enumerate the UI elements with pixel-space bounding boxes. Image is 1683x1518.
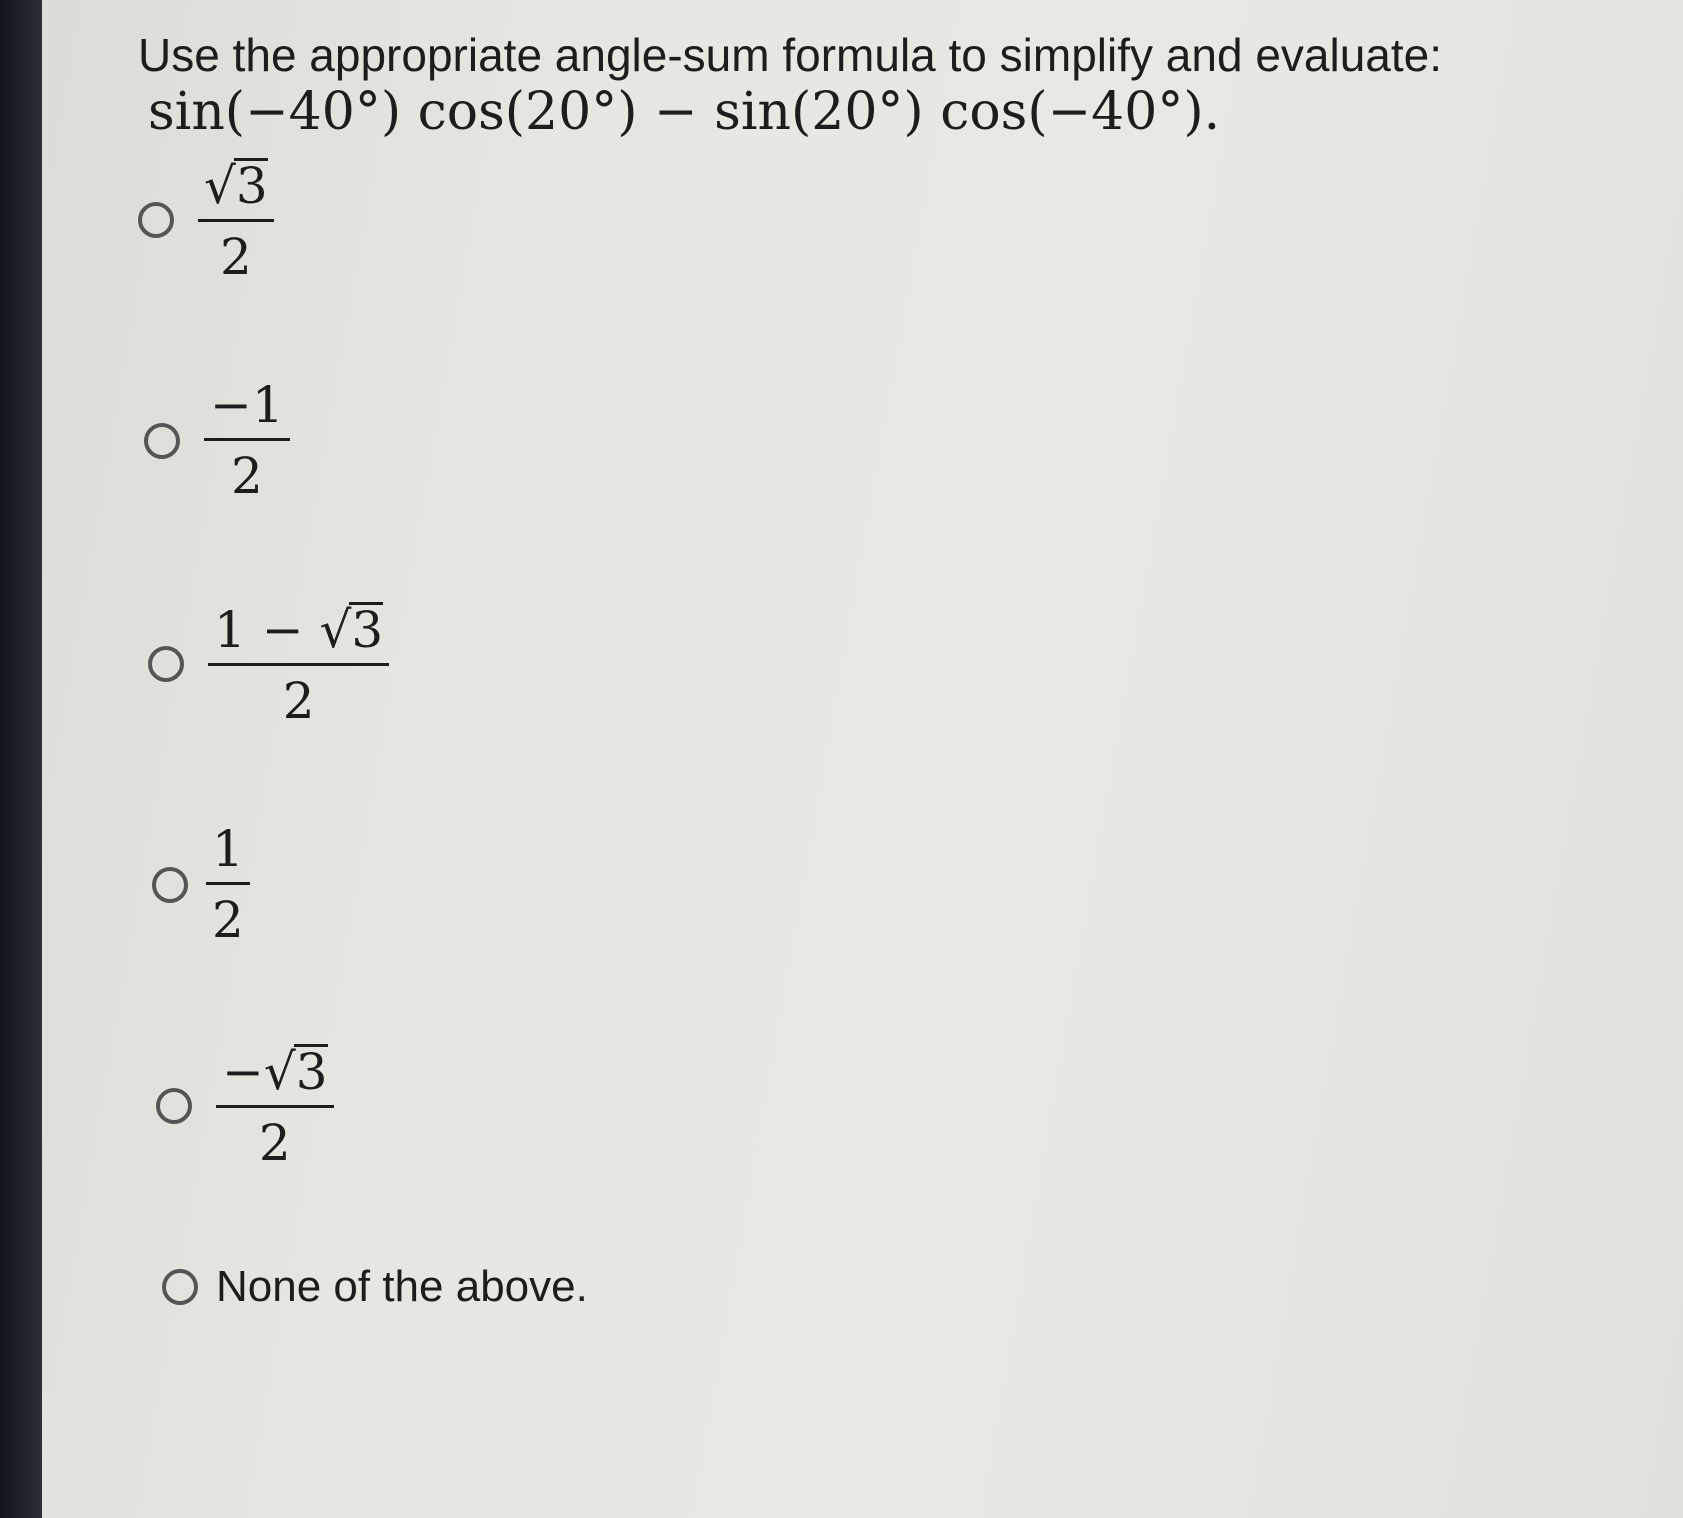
square-root [319, 601, 384, 659]
radical-sign: √ [263, 1043, 296, 1101]
denominator: 2 [258, 1114, 291, 1172]
radio-button[interactable] [156, 1088, 192, 1124]
fraction [198, 157, 274, 286]
answer-option-2[interactable] [144, 376, 290, 505]
question-expression: sin(−40°) cos(20°) − sin(20°) cos(−40°). [148, 82, 1221, 142]
answer-option-1[interactable] [138, 157, 274, 286]
fraction [206, 820, 250, 949]
screen [10, 0, 1683, 1518]
radical-sign: √ [319, 601, 352, 659]
fraction [216, 1043, 334, 1172]
numerator-prefix: − [222, 1043, 264, 1101]
answer-option-3[interactable] [148, 601, 389, 730]
radicand: 3 [351, 601, 384, 659]
radio-button[interactable] [138, 202, 174, 238]
radicand: 3 [295, 1043, 328, 1101]
radio-button[interactable] [144, 423, 180, 459]
fraction [204, 376, 290, 505]
square-root [204, 157, 268, 215]
radicand: 3 [235, 157, 268, 215]
answer-option-4[interactable] [152, 820, 250, 949]
monitor-bezel [0, 0, 42, 1518]
numerator: 1 [206, 824, 250, 885]
none-of-the-above-label: None of the above. [216, 1262, 588, 1311]
numerator: −1 [204, 380, 290, 441]
denominator: 2 [219, 228, 252, 286]
fraction [208, 601, 389, 730]
answer-option-5[interactable] [156, 1043, 334, 1172]
radio-button[interactable] [152, 867, 188, 903]
radio-button[interactable] [148, 646, 184, 682]
numerator [198, 158, 274, 222]
denominator: 2 [230, 447, 263, 505]
denominator: 2 [212, 891, 244, 949]
question-prompt: Use the appropriate angle-sum formula to simplify and evaluate: [138, 29, 1443, 81]
numerator [216, 1044, 334, 1108]
radical-sign: √ [204, 157, 236, 215]
numerator-prefix: 1 − [214, 601, 320, 659]
square-root [263, 1043, 328, 1101]
answer-option-none[interactable] [162, 1262, 588, 1312]
numerator [208, 602, 389, 666]
denominator: 2 [282, 672, 315, 730]
radio-button[interactable] [162, 1269, 198, 1305]
